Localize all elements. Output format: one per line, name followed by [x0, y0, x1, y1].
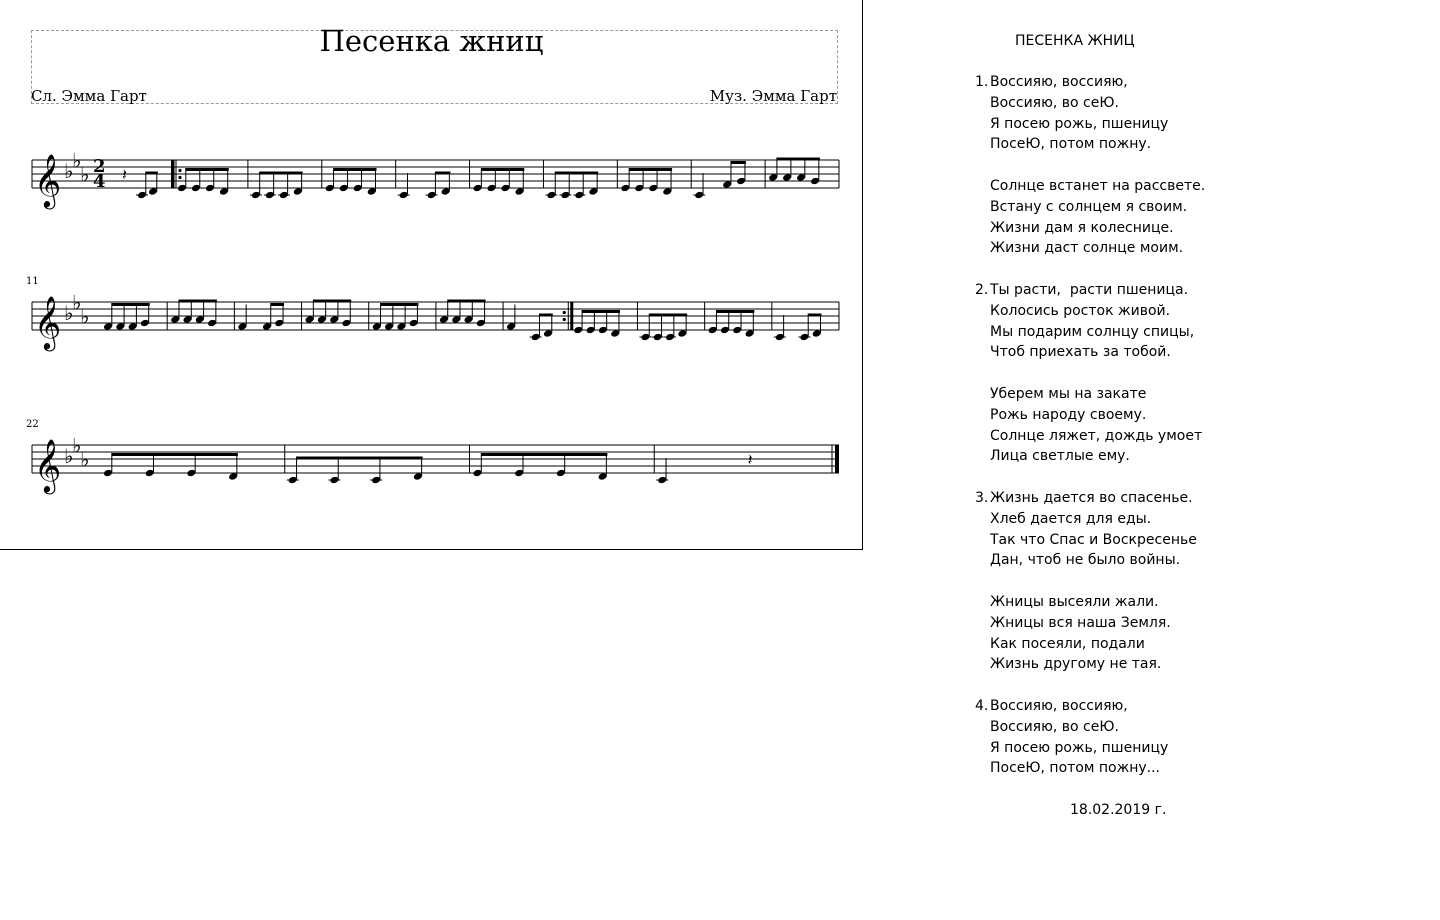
lyric-line: [975, 634, 1305, 655]
sheet-music-panel: [0, 0, 863, 550]
stanza: [975, 488, 1305, 571]
lyric-line: [975, 322, 1305, 343]
flat-sign: ♭: [64, 301, 74, 325]
flat-sign: ♭: [72, 290, 82, 315]
stanza: [975, 72, 1305, 155]
measure-number: 22: [26, 419, 39, 430]
staff-system: [32, 149, 839, 210]
stanza-number: 1.: [975, 74, 989, 90]
lyrics-date: 18.02.2019 г.: [1070, 802, 1167, 818]
composer-credit: Муз. Эмма Гарт: [709, 87, 837, 105]
time-signature-bottom: 4: [93, 171, 106, 192]
stanza: [975, 176, 1305, 259]
repeat-dot: [178, 169, 181, 172]
stanza-number: 3.: [975, 489, 989, 506]
lyric-line: [975, 530, 1305, 551]
lyric-text: Встану с солнцем я своим.: [990, 198, 1188, 215]
lyric-line: [975, 717, 1305, 738]
lyrics-verses: [975, 72, 1305, 779]
staff-system: [26, 419, 839, 494]
beam: [313, 300, 351, 303]
stanza-number: 4.: [975, 697, 989, 714]
lyric-line: [975, 738, 1305, 759]
beam: [297, 457, 423, 460]
lyric-line: [975, 114, 1305, 135]
lyric-line: [975, 446, 1305, 467]
lyric-text: Солнце ляжет, дождь умоет: [990, 427, 1203, 444]
lyric-line: [975, 592, 1305, 613]
beam: [112, 303, 150, 306]
music-notation: [0, 0, 863, 550]
repeat-thick-bar: [570, 302, 573, 330]
lyric-line: [975, 758, 1305, 779]
time-signature-top: 2: [93, 156, 106, 177]
treble-clef: 𝄞: [34, 295, 62, 349]
flat-sign: ♭: [72, 148, 82, 173]
beam: [777, 158, 820, 161]
quarter-rest: 𝄽: [747, 450, 753, 469]
flat-sign: ♭: [80, 162, 90, 187]
lyric-line: [975, 384, 1305, 405]
flat-sign: ♭: [72, 433, 82, 458]
lyricist-credit: Сл. Эмма Гарт: [31, 87, 147, 105]
lyric-text: Жизни даст солнце моим.: [990, 240, 1184, 257]
beam: [186, 168, 229, 171]
lyric-text: Уберем мы на закате: [990, 385, 1147, 402]
lyric-text: Чтоб приехать за тобой.: [990, 344, 1171, 361]
lyric-text: Воссияю, во сеЮ.: [990, 718, 1119, 735]
repeat-dot: [563, 311, 566, 314]
lyric-line: [975, 342, 1305, 363]
beam: [271, 303, 284, 306]
flat-sign: ♭: [64, 444, 74, 468]
measure-number: 11: [26, 276, 39, 287]
lyric-text: Солнце встанет на рассвете.: [990, 177, 1206, 194]
lyric-text: Как посеяли, подали: [990, 635, 1145, 652]
beam: [629, 168, 672, 171]
staff-system: [26, 276, 839, 351]
beam: [435, 172, 450, 175]
flat-sign: ♭: [64, 159, 74, 183]
lyric-text: Хлеб дается для еды.: [990, 510, 1152, 527]
lyric-text: Лица светлые ему.: [990, 448, 1130, 465]
lyric-text: Дан, чтоб не было войны.: [990, 552, 1181, 569]
beam: [381, 303, 419, 306]
lyric-line: [975, 72, 1305, 93]
flat-sign: ♭: [80, 304, 90, 329]
beam: [481, 168, 524, 171]
lyric-line: [975, 134, 1305, 155]
beam: [539, 314, 552, 317]
lyric-text: ПосеЮ, потом пожну...: [990, 760, 1160, 777]
lyric-line: [975, 550, 1305, 571]
beam: [649, 314, 687, 317]
repeat-dot: [563, 318, 566, 321]
lyric-line: [975, 238, 1305, 259]
beam: [808, 314, 821, 317]
beam: [582, 310, 620, 313]
lyric-line: [975, 197, 1305, 218]
beam: [448, 300, 486, 303]
treble-clef: 𝄞: [34, 438, 62, 492]
lyric-line: [975, 280, 1305, 301]
beam: [481, 453, 607, 456]
repeat-thick-bar: [171, 160, 174, 188]
lyric-text: Ты расти, расти пшеница.: [990, 281, 1189, 298]
lyric-text: Мы подарим солнцу спицы,: [990, 323, 1195, 340]
lyric-text: Воссияю, воссияю,: [990, 74, 1128, 90]
lyric-line: [975, 654, 1305, 675]
flat-sign: ♭: [80, 447, 90, 472]
stanza: [975, 592, 1305, 675]
lyric-line: [975, 176, 1305, 197]
lyric-text: Жизнь дается во спасенье.: [990, 489, 1193, 506]
lyric-text: Жизнь другому не тая.: [990, 656, 1162, 673]
lyric-line: [975, 218, 1305, 239]
lyric-line: [975, 488, 1305, 509]
stanza: [975, 384, 1305, 467]
lyric-line: [975, 426, 1305, 447]
beam: [334, 168, 377, 171]
stanza: [975, 280, 1305, 363]
lyric-text: Жизни дам я колеснице.: [990, 219, 1174, 236]
beam: [146, 172, 158, 175]
lyric-text: Так что Спас и Воскресенье: [990, 531, 1197, 548]
lyric-text: Воссияю, воссияю,: [990, 697, 1128, 714]
lyric-line: [975, 696, 1305, 717]
lyric-line: [975, 405, 1305, 426]
stanza-number: 2.: [975, 281, 989, 298]
lyric-text: Я посею рожь, пшеницу: [990, 115, 1169, 132]
repeat-dot: [178, 176, 181, 179]
beam: [716, 310, 754, 313]
beam: [731, 161, 746, 164]
lyric-line: [975, 509, 1305, 530]
stanza: [975, 696, 1305, 779]
lyric-line: [975, 613, 1305, 634]
lyric-text: Колосись росток живой.: [990, 302, 1171, 319]
lyric-text: Жницы вся наша Земля.: [990, 614, 1171, 631]
beam: [179, 300, 217, 303]
lyric-text: Рожь народу своему.: [990, 406, 1147, 423]
beam: [555, 172, 598, 175]
lyric-line: [975, 93, 1305, 114]
lyric-text: ПосеЮ, потом пожну.: [990, 136, 1152, 153]
lyrics-title: ПЕСЕНКА ЖНИЦ: [1015, 33, 1135, 49]
lyric-text: Воссияю, во сеЮ.: [990, 94, 1119, 111]
beam: [260, 172, 303, 175]
quarter-rest: 𝄽: [122, 165, 127, 184]
treble-clef: 𝄞: [34, 153, 62, 207]
lyric-line: [975, 301, 1305, 322]
lyrics-panel: [975, 30, 1305, 800]
final-barline: [835, 445, 839, 473]
lyric-text: Я посею рожь, пшеницу: [990, 739, 1169, 756]
lyric-text: Жницы высеяли жали.: [990, 593, 1159, 610]
beam: [112, 453, 238, 456]
score-title: Песенка жниц: [319, 24, 544, 58]
